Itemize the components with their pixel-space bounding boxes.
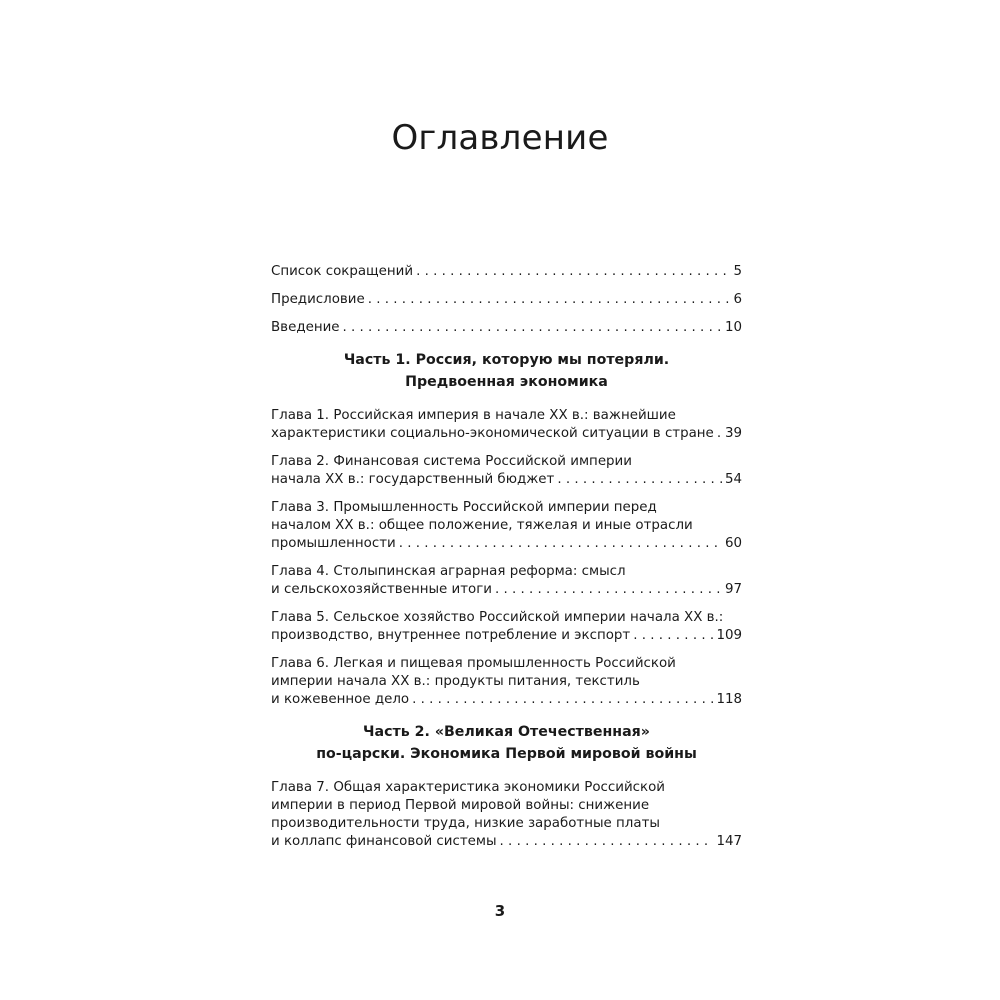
toc-entry-page: 5 <box>733 264 742 279</box>
toc-entry-line: характеристики социально-экономической ситуации в стране <box>271 426 714 441</box>
toc-entry-line: Глава 7. Общая характеристика экономики Российской <box>271 780 665 795</box>
toc-entry-line: производительности труда, низкие заработные платы <box>271 816 660 831</box>
toc-entry-abbreviations[interactable] <box>271 263 742 281</box>
dot-leader <box>633 627 713 645</box>
table-of-contents <box>271 263 742 861</box>
toc-entry-chapter-4[interactable] <box>271 563 742 599</box>
dot-leader <box>557 471 722 489</box>
toc-entry-page: 60 <box>724 536 742 551</box>
toc-entry-page: 54 <box>724 472 742 487</box>
page-number: 3 <box>494 902 506 920</box>
toc-entry-title: Предисловие <box>271 292 365 307</box>
toc-entry-page: 6 <box>733 292 742 307</box>
toc-entry-title: Список сокращений <box>271 264 414 279</box>
toc-entry-line: и коллапс финансовой системы <box>271 834 497 849</box>
toc-entry-page: 109 <box>716 628 742 643</box>
dot-leader <box>412 691 713 709</box>
toc-entry-chapter-6[interactable] <box>271 655 742 709</box>
part-2-heading[interactable] <box>271 721 742 765</box>
toc-entry-line: промышленности <box>271 536 396 551</box>
toc-entry-page: 39 <box>724 426 742 441</box>
toc-entry-line: Глава 1. Российская империя в начале XX в.: важнейшие <box>271 408 676 423</box>
toc-entry-line: начала XX в.: государственный бюджет <box>271 472 555 487</box>
toc-entry-line: Глава 6. Легкая и пищевая промышленность Российской <box>271 656 676 671</box>
part-1-heading[interactable] <box>271 349 742 393</box>
toc-entry-line: и сельскохозяйственные итоги <box>271 582 492 597</box>
page-title: Оглавление <box>391 118 609 158</box>
toc-entry-page: 97 <box>724 582 742 597</box>
dot-leader <box>717 425 722 443</box>
toc-entry-line: Глава 4. Столыпинская аграрная реформа: смысл <box>271 564 626 579</box>
toc-entry-chapter-5[interactable] <box>271 609 742 645</box>
dot-leader <box>500 833 714 851</box>
toc-entry-chapter-2[interactable] <box>271 453 742 489</box>
toc-entry-preface[interactable] <box>271 291 742 309</box>
toc-entry-chapter-7[interactable] <box>271 779 742 851</box>
toc-entry-line: Глава 2. Финансовая система Российской империи <box>271 454 632 469</box>
toc-entry-chapter-3[interactable] <box>271 499 742 553</box>
toc-entry-line: началом XX в.: общее положение, тяжелая и иные отрасли <box>271 518 693 533</box>
part-heading-line: Часть 1. Россия, которую мы потеряли. <box>343 352 670 368</box>
dot-leader <box>368 291 731 309</box>
toc-entry-page: 118 <box>716 692 742 707</box>
toc-entry-line: империи в период Первой мировой войны: снижение <box>271 798 650 813</box>
toc-entry-line: производство, внутреннее потребление и экспорт <box>271 628 631 643</box>
toc-entry-page: 147 <box>716 834 742 849</box>
dot-leader <box>399 535 722 553</box>
toc-entry-line: и кожевенное дело <box>271 692 410 707</box>
part-heading-line: Часть 2. «Великая Отечественная» <box>363 724 650 740</box>
toc-entry-title: Введение <box>271 320 340 335</box>
part-heading-line: Предвоенная экономика <box>405 374 608 390</box>
toc-entry-line: империи начала XX в.: продукты питания, текстиль <box>271 674 640 689</box>
dot-leader <box>495 581 722 599</box>
toc-entry-line: Глава 5. Сельское хозяйство Российской империи начала XX в.: <box>271 610 724 625</box>
toc-entry-line: Глава 3. Промышленность Российской империи перед <box>271 500 657 515</box>
toc-entry-chapter-1[interactable] <box>271 407 742 443</box>
dot-leader <box>416 263 730 281</box>
toc-entry-introduction[interactable] <box>271 319 742 337</box>
part-heading-line: по-царски. Экономика Первой мировой войны <box>316 746 697 762</box>
dot-leader <box>343 319 722 337</box>
toc-entry-page: 10 <box>724 320 742 335</box>
